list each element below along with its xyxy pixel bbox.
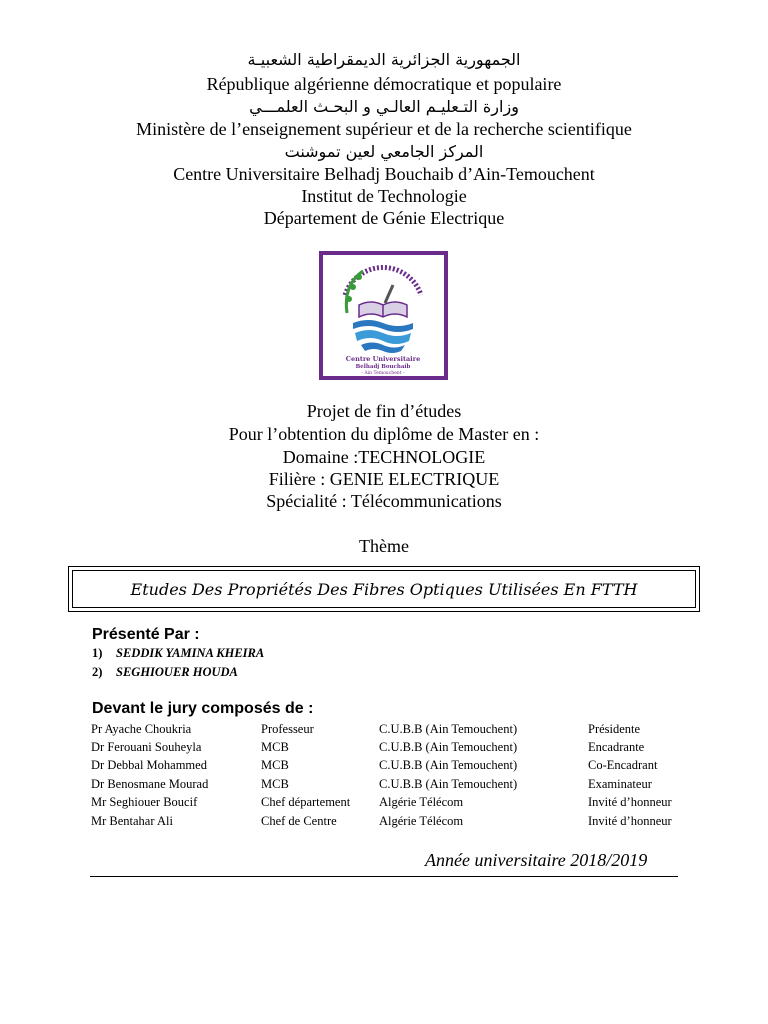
project-specialite: Spécialité : Télécommunications (266, 491, 502, 511)
french-republic: République algérienne démocratique et populaire (206, 74, 562, 94)
presented-by-heading: Présenté Par : (92, 626, 200, 643)
arabic-republic: الجمهورية الجزائرية الديمقراطية الشعبيـة (247, 50, 521, 69)
project-line2: Pour l’obtention du diplôme de Master en : (228, 424, 540, 444)
logo-line3: - Ain Temouchent - (361, 371, 405, 376)
jury-grade: MCB (261, 740, 289, 755)
academic-year: Année universitaire 2018/2019 (425, 850, 648, 870)
jury-grade: Chef département (261, 795, 351, 810)
jury-table (91, 720, 711, 830)
table-row (91, 720, 711, 738)
jury-role: Examinateur (588, 776, 652, 791)
jury-institution: C.U.B.B (Ain Temouchent) (379, 721, 518, 736)
jury-institution: C.U.B.B (Ain Temouchent) (379, 740, 518, 755)
jury-role: Co-Encadrant (588, 758, 658, 773)
student-2 (92, 665, 238, 680)
jury-heading: Devant le jury composés de : (92, 700, 314, 717)
project-line1: Projet de fin d’études (306, 401, 462, 421)
arabic-ministry: وزارة التـعليـم العالـي و البحـث العلمـــي (249, 97, 519, 116)
jury-name: Mr Seghiouer Boucif (91, 795, 198, 810)
french-center: Centre Universitaire Belhadj Bouchaib d’Ain-Temouchent (173, 164, 595, 184)
jury-grade: Chef de Centre (261, 813, 337, 828)
jury-role: Invité d’honneur (588, 795, 672, 810)
jury-grade: Professeur (261, 721, 314, 736)
table-row (91, 738, 711, 756)
thesis-title-box (68, 566, 700, 612)
jury-name: Dr Benosmane Mourad (91, 776, 209, 791)
student-2-name: SEGHIOUER HOUDA (116, 665, 238, 679)
jury-institution: C.U.B.B (Ain Temouchent) (379, 776, 518, 791)
arabic-center: المركز الجامعي لعين تموشنت (284, 142, 484, 161)
logo-line2: Belhadj Bouchaib (355, 364, 411, 370)
table-row (91, 775, 711, 793)
jury-name: Dr Debbal Mohammed (91, 758, 207, 773)
jury-role: Présidente (588, 721, 641, 736)
university-emblem-icon (323, 255, 444, 376)
table-row (91, 757, 711, 775)
jury-institution: Algérie Télécom (379, 813, 464, 828)
thesis-title-inner-frame (72, 570, 696, 608)
jury-institution: C.U.B.B (Ain Temouchent) (379, 758, 518, 773)
university-logo (319, 251, 448, 380)
thesis-title: Etudes Des Propriétés Des Fibres Optiques Utilisées En FTTH (130, 579, 638, 599)
jury-name: Mr Bentahar Ali (91, 813, 173, 828)
footer-divider (90, 876, 678, 877)
jury-role: Encadrante (588, 740, 645, 755)
student-1-number: 1) (92, 646, 103, 660)
department: Département de Génie Electrique (263, 208, 505, 228)
french-ministry: Ministère de l’enseignement supérieur et de la recherche scientifique (136, 119, 632, 139)
jury-name: Dr Ferouani Souheyla (91, 740, 202, 755)
jury-grade: MCB (261, 776, 289, 791)
project-filiere: Filière : GENIE ELECTRIQUE (268, 469, 500, 489)
jury-name: Pr Ayache Choukria (91, 721, 192, 736)
project-domain: Domaine :TECHNOLOGIE (282, 447, 486, 467)
student-1 (92, 646, 264, 661)
jury-role: Invité d’honneur (588, 813, 672, 828)
student-2-number: 2) (92, 665, 103, 679)
jury-grade: MCB (261, 758, 289, 773)
table-row (91, 812, 711, 830)
table-row (91, 794, 711, 812)
student-1-name: SEDDIK YAMINA KHEIRA (116, 646, 265, 660)
logo-line1: Centre Universitaire (345, 355, 421, 363)
theme-label: Thème (359, 536, 409, 556)
institute: Institut de Technologie (301, 186, 467, 206)
jury-institution: Algérie Télécom (379, 795, 464, 810)
